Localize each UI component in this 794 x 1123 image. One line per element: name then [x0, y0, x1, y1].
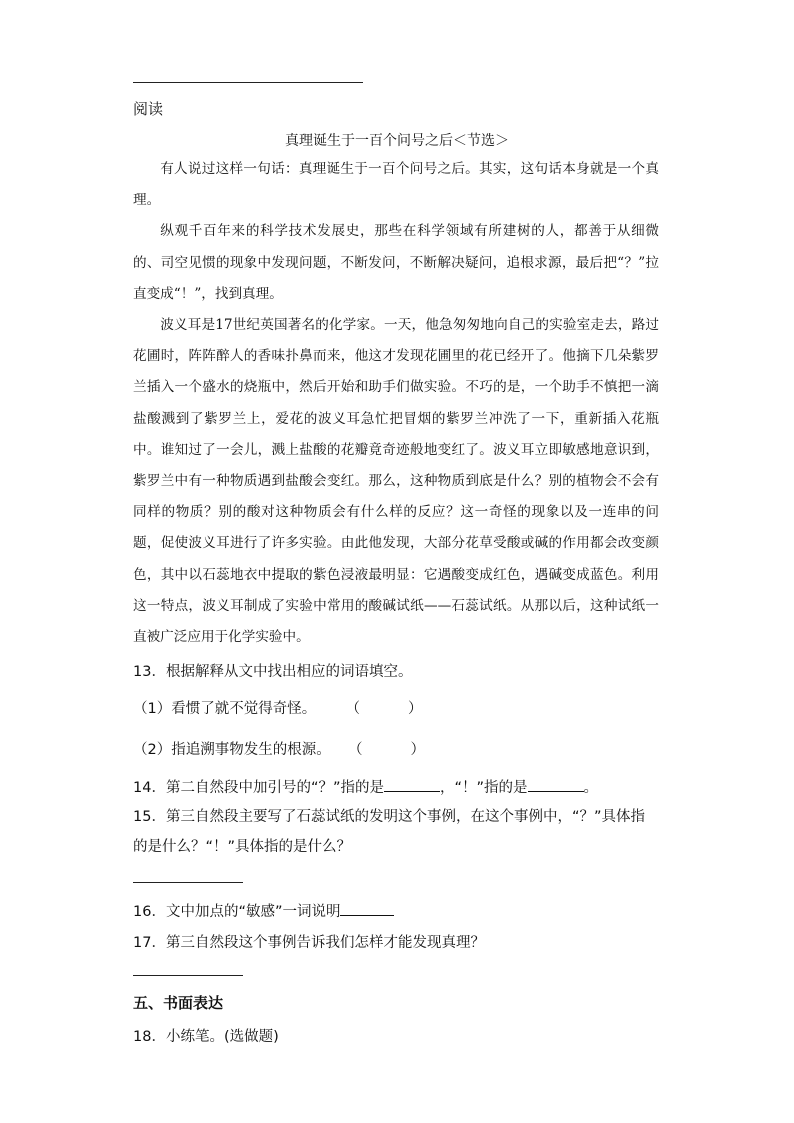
- section-label: 阅读: [133, 100, 164, 118]
- top-divider: [133, 82, 363, 83]
- answer-paren-close: ）: [407, 701, 423, 717]
- question-16: [133, 900, 394, 921]
- answer-paren-open: （: [347, 742, 363, 758]
- answer-blank-14-2[interactable]: [528, 777, 584, 792]
- passage-paragraph-3: 波义耳是17世纪英国著名的化学家。一天，他急匆匆地向自己的实验室走去，路过花圃时，阵阵醉人的香味扑鼻而来，他这才发现花圃里的花已经开了。他摘下几朵紫罗兰插入一个盛水的烧瓶中，然后开始和助手们做实验。不巧的是，一个助手不慎把一滴盐酸溅到了紫罗兰上，爱花的波义耳急忙把冒烟的紫罗兰冲洗了一下，重新插入花瓶中。谁知过了一会儿，溅上盐酸的花瓣竟奇迹般地变红了。波义耳立即敏感地意识到，紫罗兰中有一种物质遇到盐酸会变红。那么，这种物质到底是什么？别的植物会不会有同样的物质？别的酸对这种物质会有什么样的反应？这一奇怪的现象以及一连串的问题，促使波义耳进行了许多实验。由此他发现，大部分花草受酸或碱的作用都会改变颜色，其中以石蕊地衣中提取的紫色浸液最明显：它遇酸变成红色，遇碱变成蓝色。利用这一特点，波义耳制成了实验中常用的酸碱试纸——石蕊试纸。从那以后，这种试纸一直被广泛应用于化学实验中。: [133, 317, 659, 646]
- question-13-sub1-text: （1）看惯了就不觉得奇怪。: [133, 701, 317, 717]
- passage-body: [133, 154, 659, 653]
- question-13-sub1: [133, 697, 422, 718]
- answer-line-15[interactable]: [133, 882, 243, 883]
- question-15: 15．第三自然段主要写了石蕊试纸的发明这个事例，在这个事例中，“？”具体指的是什么？“！”具体指的是什么？: [133, 809, 645, 855]
- question-17: 17．第三自然段这个事例告诉我们怎样才能发现真理？: [133, 935, 485, 951]
- question-13-sub2: [133, 738, 425, 759]
- answer-paren-close: ）: [410, 742, 425, 758]
- question-14-end: 。: [583, 780, 599, 796]
- question-13-sub2-text: （2）指追溯事物发生的根源。: [133, 742, 331, 758]
- passage-paragraph-1: 有人说过这样一句话：真理诞生于一百个问号之后。其实，这句话本身就是一个真理。: [133, 161, 659, 209]
- answer-line-17[interactable]: [133, 975, 243, 976]
- question-14: [133, 776, 598, 797]
- answer-blank-16[interactable]: [340, 901, 394, 916]
- question-16-stem: 16．文中加点的“敏感”一词说明: [133, 904, 341, 920]
- section-5-heading: 五、书面表达: [133, 994, 224, 1012]
- question-14-part1: 14．第二自然段中加引号的“？”指的是: [133, 780, 384, 796]
- answer-paren-open: （: [345, 701, 360, 717]
- question-13-stem: 13．根据解释从文中找出相应的词语填空。: [133, 664, 413, 680]
- passage-title: 真理诞生于一百个问号之后＜节选＞: [285, 133, 509, 149]
- passage-paragraph-2: 纵观千百年来的科学技术发展史，那些在科学领域有所建树的人，都善于从细微的、司空见惯的现象中发现问题，不断发问，不断解决疑问，追根求源，最后把“？”拉直变成“！”，找到真理。: [133, 223, 659, 302]
- answer-blank-14-1[interactable]: [384, 777, 440, 792]
- question-18: 18．小练笔。(选做题): [133, 1029, 279, 1045]
- question-14-part2: ，“！”指的是: [439, 780, 528, 796]
